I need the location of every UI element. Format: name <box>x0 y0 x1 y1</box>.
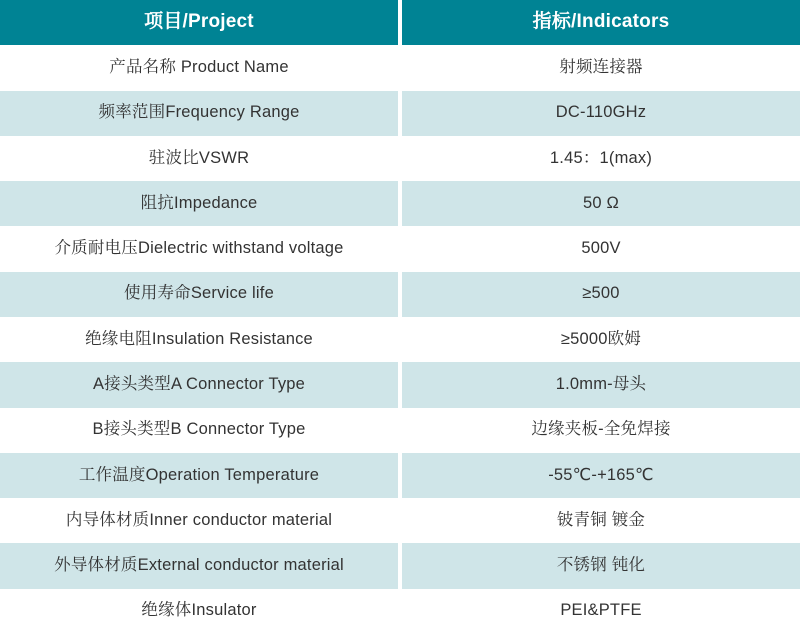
indicator-cell: 不锈钢 钝化 <box>402 543 800 588</box>
table-row <box>0 272 800 317</box>
indicator-cell: 50 Ω <box>402 181 800 226</box>
project-cell: 绝缘电阻Insulation Resistance <box>85 329 313 348</box>
indicator-cell: PEI&PTFE <box>560 601 642 620</box>
table-row <box>0 589 800 634</box>
table-row <box>0 181 800 226</box>
table-row <box>0 136 800 181</box>
indicator-cell: 1.0mm-母头 <box>402 362 800 407</box>
table-row <box>0 408 800 453</box>
indicator-cell: 射频连接器 <box>559 58 643 77</box>
table-row <box>0 45 800 90</box>
indicator-cell: 1.45：1(max) <box>549 148 653 167</box>
project-cell: 工作温度Operation Temperature <box>0 453 398 498</box>
table-row <box>0 498 800 543</box>
indicator-cell: 边缘夹板-全免焊接 <box>531 420 671 439</box>
header-cell-indicators: 指标/Indicators <box>402 0 800 45</box>
project-cell: 驻波比VSWR <box>148 148 250 167</box>
header-cell-project: 项目/Project <box>0 0 398 45</box>
project-cell: 产品名称 Product Name <box>109 58 289 77</box>
indicator-cell: DC-110GHz <box>402 91 800 136</box>
project-cell: B接头类型B Connector Type <box>92 420 306 439</box>
project-cell: A接头类型A Connector Type <box>0 362 398 407</box>
project-cell: 阻抗Impedance <box>0 181 398 226</box>
indicator-cell: 铍青铜 镀金 <box>556 510 646 529</box>
project-cell: 内导体材质Inner conductor material <box>65 510 333 529</box>
table-row <box>0 91 800 136</box>
project-cell: 频率范围Frequency Range <box>0 91 398 136</box>
project-cell: 外导体材质External conductor material <box>0 543 398 588</box>
table-row <box>0 453 800 498</box>
project-cell: 使用寿命Service life <box>0 272 398 317</box>
indicator-cell: ≥5000欧姆 <box>560 329 642 348</box>
table-row <box>0 226 800 271</box>
indicator-cell: ≥500 <box>402 272 800 317</box>
project-cell: 绝缘体Insulator <box>141 601 257 620</box>
table-row <box>0 543 800 588</box>
table-header-row <box>0 0 800 45</box>
indicator-cell: 500V <box>581 239 621 258</box>
table-row <box>0 362 800 407</box>
table-row <box>0 317 800 362</box>
indicator-cell: -55℃-+165℃ <box>402 453 800 498</box>
project-cell: 介质耐电压Dielectric withstand voltage <box>54 239 344 258</box>
